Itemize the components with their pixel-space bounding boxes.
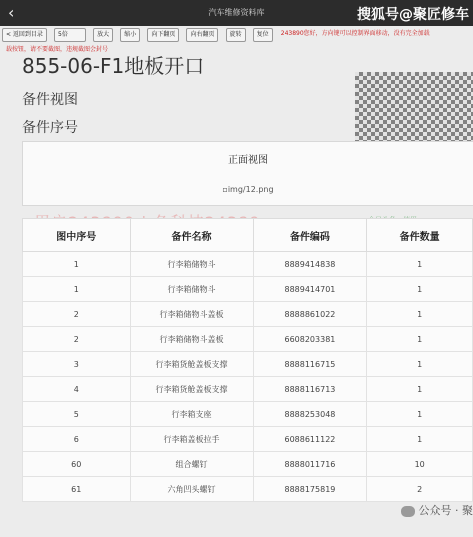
table-cell: 6	[23, 427, 131, 452]
section-heading-sequence: 备件序号	[22, 120, 78, 136]
broken-image-placeholder: ▫img/12.png	[222, 185, 274, 194]
table-cell: 行李箱储物斗盖板	[130, 302, 253, 327]
table-row	[23, 452, 473, 477]
warning-text: 243890您好，方向键可以控制界面移动，没有完全加载	[280, 30, 430, 37]
table-cell: 5	[23, 402, 131, 427]
warning-text-2: 载按钮，请不要截图，违规截图会封号	[6, 46, 109, 53]
table-row	[23, 402, 473, 427]
table-cell: 8888253048	[253, 402, 367, 427]
rotate-button[interactable]: 旋转	[226, 28, 246, 42]
table-cell: 2	[23, 327, 131, 352]
top-bar	[0, 0, 473, 26]
table-cell: 1	[367, 427, 473, 452]
table-cell: 1	[367, 252, 473, 277]
viewer-toolbar	[0, 28, 473, 42]
table-row	[23, 277, 473, 302]
table-cell: 1	[367, 277, 473, 302]
column-header: 备件数量	[367, 219, 473, 252]
table-cell: 1	[367, 352, 473, 377]
table-header-row	[23, 219, 473, 252]
parts-table	[22, 218, 473, 502]
chevron-left-icon[interactable]: ‹	[8, 3, 15, 22]
front-view-panel	[22, 141, 473, 206]
table-row	[23, 377, 473, 402]
page-right-button[interactable]: 向右翻页	[186, 28, 218, 42]
table-cell: 行李箱储物斗	[130, 252, 253, 277]
table-cell: 行李箱盖板拉手	[130, 427, 253, 452]
table-cell: 六角凹头螺钉	[130, 477, 253, 502]
table-row	[23, 477, 473, 502]
table-cell: 2	[23, 302, 131, 327]
table-cell: 8888011716	[253, 452, 367, 477]
table-cell: 1	[367, 327, 473, 352]
table-cell: 8888116715	[253, 352, 367, 377]
table-row	[23, 427, 473, 452]
footer-text: 公众号 · 聚	[418, 504, 473, 517]
table-cell: 1	[23, 277, 131, 302]
wechat-icon	[401, 506, 415, 517]
zoom-level-select[interactable]: 5倍	[54, 28, 86, 42]
table-cell: 8889414838	[253, 252, 367, 277]
table-cell: 6608203381	[253, 327, 367, 352]
table-cell: 60	[23, 452, 131, 477]
table-cell: 8888175819	[253, 477, 367, 502]
table-row	[23, 327, 473, 352]
section-heading-view: 备件视图	[22, 92, 78, 108]
page-title: 855-06-F1地板开口	[22, 54, 205, 78]
table-cell: 10	[367, 452, 473, 477]
table-cell: 行李箱储物斗	[130, 277, 253, 302]
zoom-in-button[interactable]: 放大	[93, 28, 113, 42]
table-cell: 6088611122	[253, 427, 367, 452]
table-cell: 行李箱储物斗盖板	[130, 327, 253, 352]
table-cell: 行李箱货舱盖板支撑	[130, 377, 253, 402]
brand-watermark: 搜狐号@聚匠修车	[357, 7, 469, 23]
window-title: 汽车维修资料库	[208, 8, 265, 17]
back-to-catalog-button[interactable]: < 返回到目录	[2, 28, 47, 42]
front-view-label: 正面视图	[228, 155, 268, 166]
table-cell: 8889414701	[253, 277, 367, 302]
table-cell: 行李箱货舱盖板支撑	[130, 352, 253, 377]
table-cell: 8888116713	[253, 377, 367, 402]
table-cell: 1	[23, 252, 131, 277]
table-cell: 行李箱支座	[130, 402, 253, 427]
table-row	[23, 352, 473, 377]
table-cell: 61	[23, 477, 131, 502]
image-alt-text: img/12.png	[227, 185, 274, 194]
table-cell: 2	[367, 477, 473, 502]
column-header: 备件编码	[253, 219, 367, 252]
reset-button[interactable]: 复位	[253, 28, 273, 42]
table-row	[23, 302, 473, 327]
table-row	[23, 252, 473, 277]
table-cell: 组合螺钉	[130, 452, 253, 477]
table-cell: 1	[367, 402, 473, 427]
table-cell: 4	[23, 377, 131, 402]
column-header: 备件名称	[130, 219, 253, 252]
table-cell: 3	[23, 352, 131, 377]
zoom-out-button[interactable]: 缩小	[120, 28, 140, 42]
table-cell: 1	[367, 377, 473, 402]
table-cell: 1	[367, 302, 473, 327]
column-header: 图中序号	[23, 219, 131, 252]
table-cell: 8888861022	[253, 302, 367, 327]
footer-account	[401, 502, 473, 518]
page-down-button[interactable]: 向下翻页	[147, 28, 179, 42]
